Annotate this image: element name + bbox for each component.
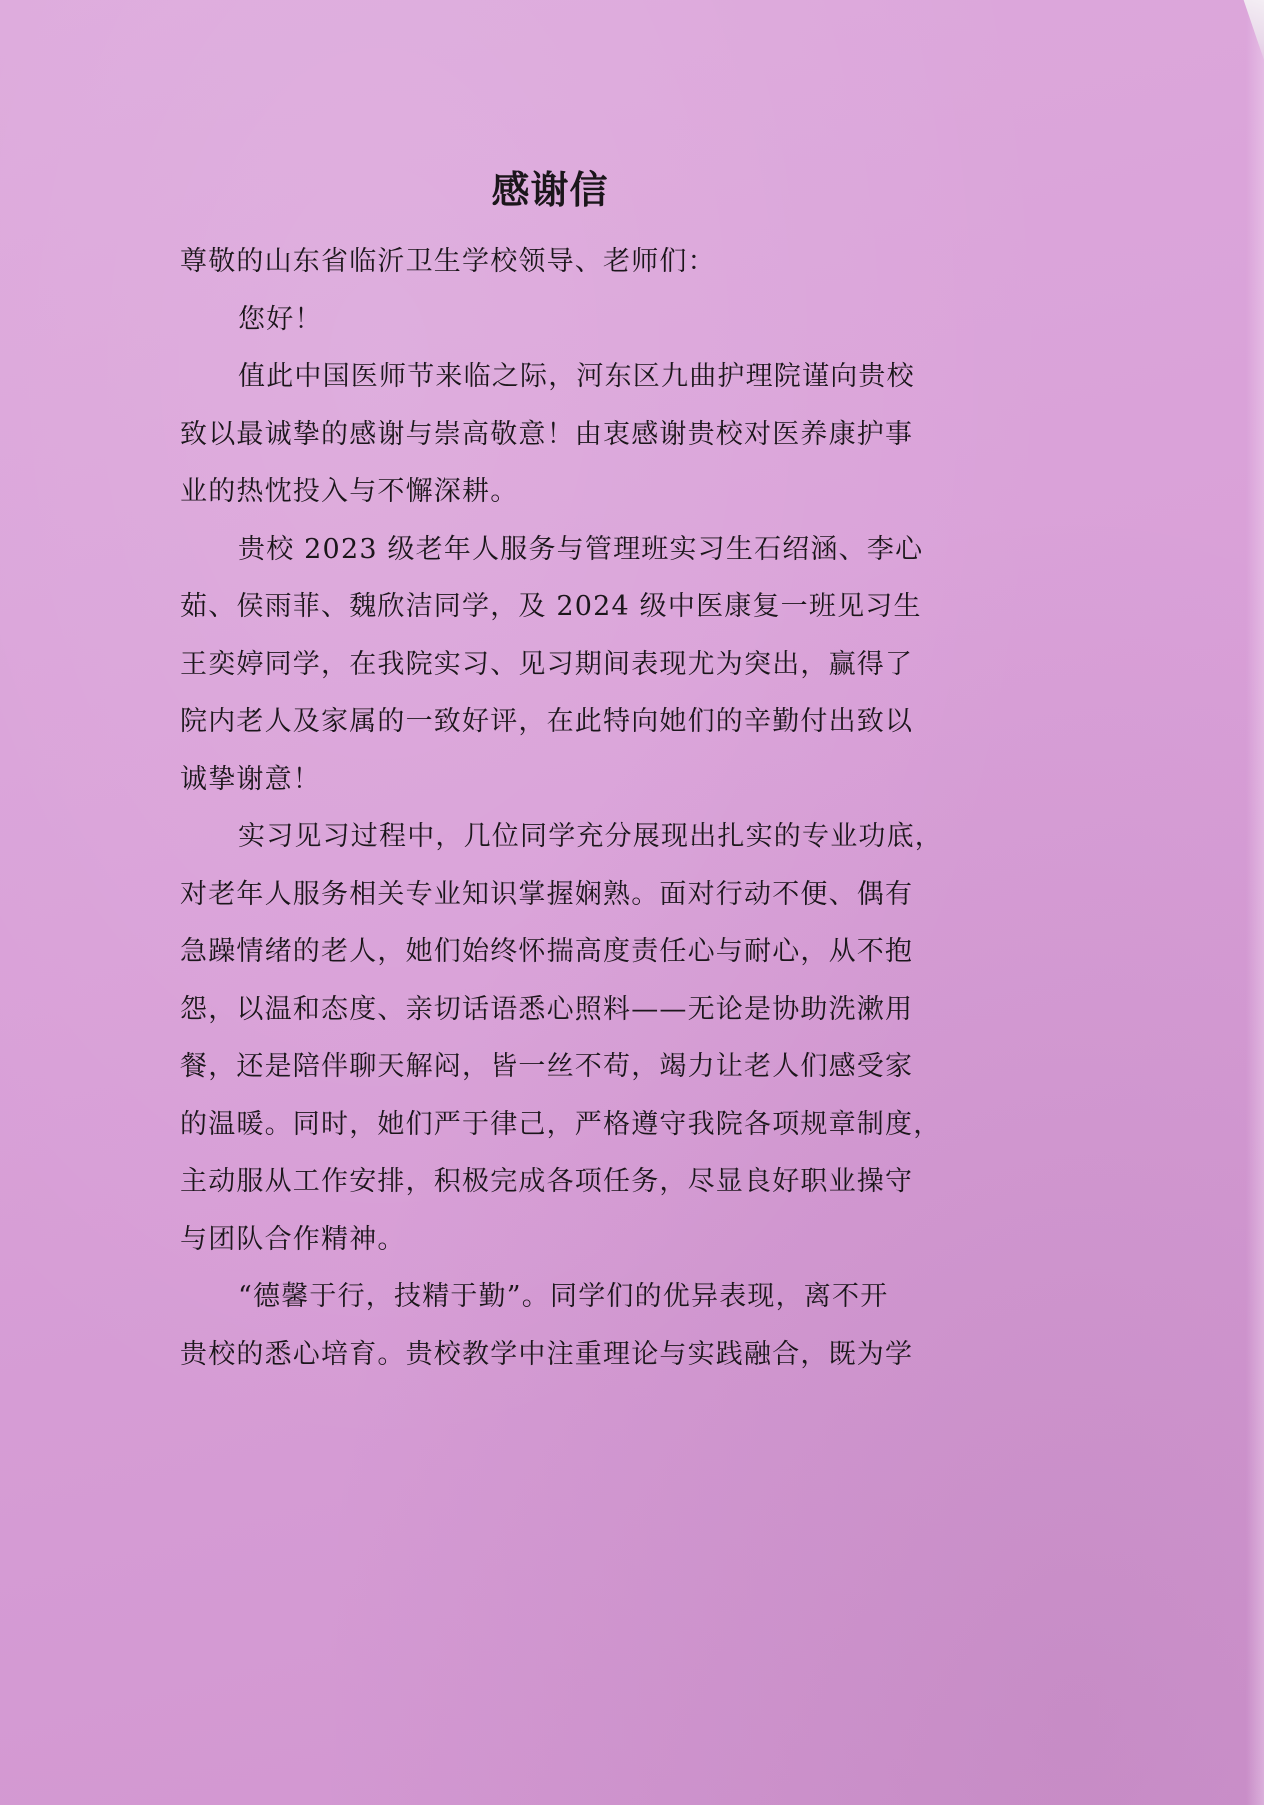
letter-body [180, 233, 960, 1383]
greeting: 您好！ [238, 303, 323, 335]
paragraph-line: 与团队合作精神。 [180, 1223, 406, 1255]
paragraph-line: 业的热忱投入与不懈深耕。 [180, 476, 519, 507]
paragraph-line: 急躁情绪的老人，她们始终怀揣高度责任心与耐心，从不抱 [180, 936, 914, 967]
paragraph-2 [180, 521, 960, 809]
paper-edge-shading [1246, 0, 1264, 1805]
paragraph-line: 主动服从工作安排，积极完成各项任务，尽显良好职业操守 [180, 1166, 914, 1197]
paragraph-line: 的温暖。同时，她们严于律己，严格遵守我院各项规章制度， [180, 1108, 942, 1140]
paragraph-line: 王奕婷同学，在我院实习、见习期间表现尤为突出，赢得了 [180, 648, 914, 680]
paragraph-line: 诚挚谢意！ [180, 763, 321, 795]
paragraph-line: 院内老人及家属的一致好评，在此特向她们的辛勤付出致以 [180, 706, 914, 737]
paragraph-line: 茹、侯雨菲、魏欣洁同学，及 2024 级中医康复一班见习生 [180, 591, 922, 622]
paragraph-line: 实习见习过程中，几位同学充分展现出扎实的专业功底， [238, 821, 943, 852]
paragraph-line: 贵校 2023 级老年人服务与管理班实习生石绍涵、李心 [238, 533, 924, 565]
letter-title: 感谢信 [491, 167, 609, 212]
paragraph-line: “德馨于行，技精于勤”。同学们的优异表现，离不开 [238, 1281, 889, 1312]
paragraph-line: 餐，还是陪伴聊天解闷，皆一丝不苟，竭力让老人们感受家 [180, 1051, 914, 1082]
paragraph-line: 贵校的悉心培育。贵校教学中注重理论与实践融合，既为学 [180, 1338, 914, 1370]
paragraph-4 [180, 1268, 960, 1383]
paragraph-line: 值此中国医师节来临之际，河东区九曲护理院谨向贵校 [238, 361, 915, 392]
paragraph-3 [180, 808, 960, 1268]
paragraph-line: 怨，以温和态度、亲切话语悉心照料——无论是协助洗漱用 [180, 993, 914, 1025]
salutation: 尊敬的山东省临沂卫生学校领导、老师们： [180, 246, 716, 277]
paragraph-1 [180, 348, 960, 521]
paragraph-line: 对老年人服务相关专业知识掌握娴熟。面对行动不便、偶有 [180, 878, 914, 910]
paragraph-line: 致以最诚挚的感谢与崇高敬意！由衷感谢贵校对医养康护事 [180, 418, 914, 450]
